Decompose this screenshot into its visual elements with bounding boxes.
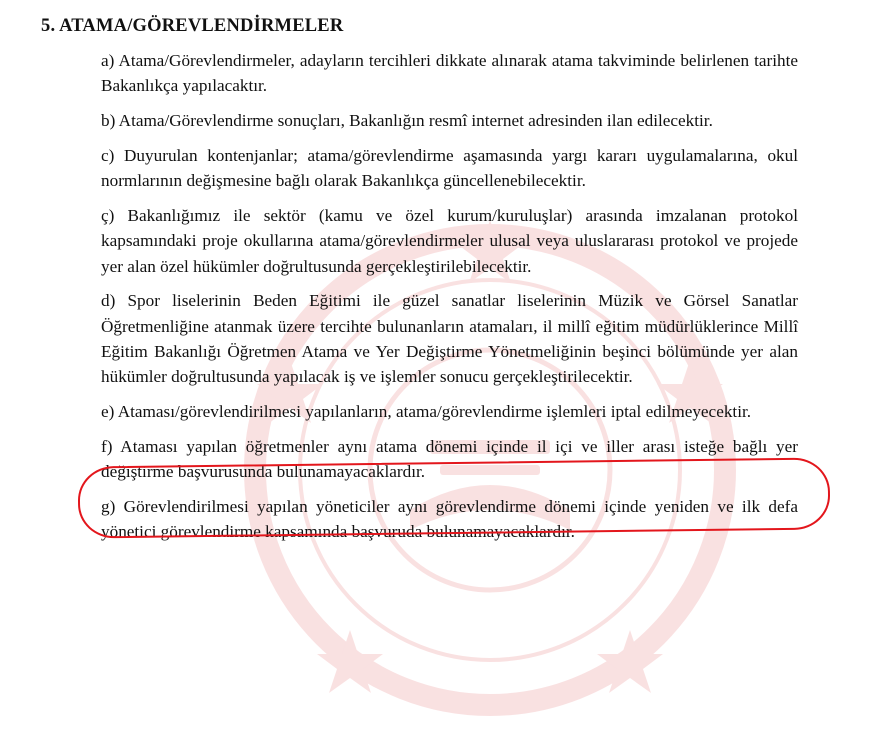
paragraph-e: e) Ataması/görevlendirilmesi yapılanların, atama/görevlendirme işlemleri iptal edilmeyecektir.: [101, 402, 752, 422]
paragraph-a: a) Atama/Görevlendirmeler, adayların tercihleri dikkate alınarak atama takviminde belirlenen tarihte Bakanlıkça yapılacaktır.: [101, 51, 798, 96]
paragraph-g: g) Görevlendirilmesi yapılan yöneticiler aynı görevlendirme dönemi içinde yeniden ve ilk defa yönetici görevlendirme kapsamında başvuruda bulunamayacaklardır.: [101, 496, 798, 542]
paragraph-cedilla-c: ç) Bakanlığımız ile sektör (kamu ve özel kurum/kuruluşlar) arasında imzalanan protokol kapsamındaki proje okullarına atama/görevlendirmeler ulusal veya uluslararası protokol ve projede yer alan özel hükümler doğrultusunda gerçekleştirilebilecektir.: [101, 205, 798, 276]
paragraph-d: d) Spor liselerinin Beden Eğitimi ile güzel sanatlar liselerinin Müzik ve Görsel Sanatlar Öğretmenliğine atanmak üzere tercihte bulunanların atamaları, il millî eğitim müdürlüklerince Millî Eğitim Bakanlığı Öğretmen Atama ve Yer Değiştirme Yönetmeliğinin beşinci bölümünde yer alan hükümler doğrultusunda yapılacak iş ve işlemler sonucu gerçekleştirilecektir.: [101, 291, 798, 387]
paragraph-c: c) Duyurulan kontenjanlar; atama/görevlendirme aşamasında yargı kararı uygulamalarına, okul normlarının değişmesine bağlı olarak Bakanlıkça güncellenebilecektir.: [101, 145, 798, 191]
paragraph-f: f) Ataması yapılan öğretmenler aynı atama dönemi içinde il içi ve iller arası isteğe bağlı yer değiştirme başvurusunda bulunamayacaklardır.: [101, 436, 798, 482]
paragraph-b: b) Atama/Görevlendirme sonuçları, Bakanlığın resmî internet adresinden ilan edilecektir.: [101, 111, 713, 131]
article-body: [101, 48, 798, 554]
section-heading: 5. ATAMA/GÖREVLENDİRMELER: [41, 16, 344, 36]
